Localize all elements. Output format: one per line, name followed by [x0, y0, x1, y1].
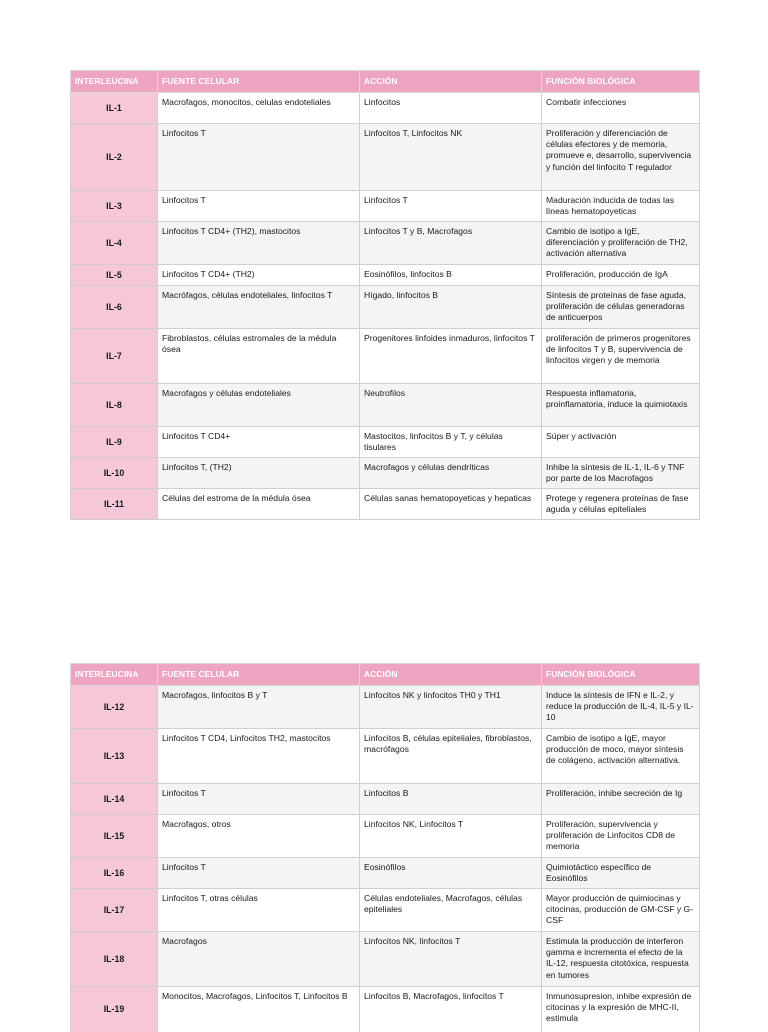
interleukin-name: IL-16	[71, 858, 158, 889]
fuente-celular-cell: Linfocitos T, (TH2)	[158, 458, 360, 489]
fuente-celular-cell: Macrofagos	[158, 932, 360, 987]
accion-cell: Eosinófilos	[360, 858, 542, 889]
table-row	[71, 815, 700, 858]
funcion-cell: Cambio de isotipo a IgE, diferenciación y proliferación de TH2, activación alternativa	[542, 222, 700, 265]
table-row	[71, 93, 700, 124]
funcion-cell: Maduración inducida de todas las líneas hematopoyeticas	[542, 191, 700, 222]
table-row	[71, 286, 700, 329]
funcion-cell: proliferación de primeros progenitores de linfocitos T y B, supervivencia de linfocitos virgen y de memoria	[542, 329, 700, 384]
table-row	[71, 489, 700, 520]
accion-cell: Linfocitos B, células epiteliales, fibroblastos, macrófagos	[360, 729, 542, 784]
fuente-celular-cell: Macrofagos, monocitos, celulas endoteliales	[158, 93, 360, 124]
interleukin-name: IL-2	[71, 124, 158, 191]
accion-cell: Macrofagos y células dendríticas	[360, 458, 542, 489]
interleukin-name: IL-4	[71, 222, 158, 265]
table-row	[71, 932, 700, 987]
accion-cell: Progenitores linfoides inmaduros, linfocitos T	[360, 329, 542, 384]
header-interleucina: INTERLEUCINA	[71, 71, 158, 93]
table-row	[71, 729, 700, 784]
accion-cell: Linfocitos NK y linfocitos TH0 y TH1	[360, 686, 542, 729]
header-row	[71, 71, 700, 93]
table-row	[71, 987, 700, 1032]
table-row	[71, 858, 700, 889]
accion-cell: Neutrofilos	[360, 384, 542, 427]
fuente-celular-cell: Células del estroma de la médula ósea	[158, 489, 360, 520]
fuente-celular-cell: Monocitos, Macrofagos, Linfocitos T, Linfocitos B	[158, 987, 360, 1032]
table-row	[71, 458, 700, 489]
fuente-celular-cell: Linfocitos T, otras células	[158, 889, 360, 932]
funcion-cell: Estimula la producción de interferon gamma e incrementa el efecto de la IL-12, respuesta citotóxica, respuesta en tumores	[542, 932, 700, 987]
funcion-cell: Proliferación, supervivencia y proliferación de Linfocitos CD8 de memoria	[542, 815, 700, 858]
funcion-cell: Síntesis de proteínas de fase aguda, proliferación de células generadoras de anticuerpos	[542, 286, 700, 329]
fuente-celular-cell: Macrofagos, otros	[158, 815, 360, 858]
header-interleucina: INTERLEUCINA	[71, 664, 158, 686]
accion-cell: Linfocitos T, Linfocitos NK	[360, 124, 542, 191]
fuente-celular-cell: Linfocitos T CD4, Linfocitos TH2, mastocitos	[158, 729, 360, 784]
interleukin-name: IL-1	[71, 93, 158, 124]
interleukin-name: IL-17	[71, 889, 158, 932]
interleukin-name: IL-14	[71, 784, 158, 815]
accion-cell: Células sanas hematopoyeticas y hepaticas	[360, 489, 542, 520]
interleukin-name: IL-5	[71, 265, 158, 286]
header-row	[71, 664, 700, 686]
interleukin-name: IL-15	[71, 815, 158, 858]
accion-cell: Linfocitos NK, Linfocitos T	[360, 815, 542, 858]
interleukin-name: IL-18	[71, 932, 158, 987]
funcion-cell: Súper y activación	[542, 427, 700, 458]
funcion-cell: Quimiotáctico específico de Eosinófilos	[542, 858, 700, 889]
interleukin-table-1	[70, 70, 700, 520]
accion-cell: Hígado, linfocitos B	[360, 286, 542, 329]
interleukin-name: IL-7	[71, 329, 158, 384]
table-row	[71, 191, 700, 222]
accion-cell: Mastocitos, linfocitos B y T, y células tisulares	[360, 427, 542, 458]
fuente-celular-cell: Linfocitos T CD4+	[158, 427, 360, 458]
table-row	[71, 329, 700, 384]
funcion-cell: Proliferación, inhibe secreción de Ig	[542, 784, 700, 815]
table-row	[71, 222, 700, 265]
fuente-celular-cell: Linfocitos T	[158, 784, 360, 815]
funcion-cell: Inmunosupresion, inhibe expresión de citocinas y la expresión de MHC-II, estimula	[542, 987, 700, 1032]
header-accion: ACCIÓN	[360, 664, 542, 686]
interleukin-name: IL-9	[71, 427, 158, 458]
header-funcion-biologica: FUNCIÓN BIOLÓGICA	[542, 71, 700, 93]
table-row	[71, 124, 700, 191]
accion-cell: Linfocitos NK, linfocitos T	[360, 932, 542, 987]
funcion-cell: Induce la síntesis de IFN e IL-2, y reduce la producción de IL-4, IL-5 y IL-10	[542, 686, 700, 729]
interleukin-name: IL-11	[71, 489, 158, 520]
header-funcion-biologica: FUNCIÓN BIOLÓGICA	[542, 664, 700, 686]
funcion-cell: Proliferación, producción de IgA	[542, 265, 700, 286]
funcion-cell: Combatir infecciones	[542, 93, 700, 124]
interleukin-name: IL-6	[71, 286, 158, 329]
accion-cell: Linfocitos B	[360, 784, 542, 815]
interleukin-name: IL-19	[71, 987, 158, 1032]
fuente-celular-cell: Linfocitos T	[158, 191, 360, 222]
accion-cell: Linfocitos B, Macrofagos, linfocitos T	[360, 987, 542, 1032]
accion-cell: Células endoteliales, Macrofagos, células epiteliales	[360, 889, 542, 932]
table-row	[71, 784, 700, 815]
accion-cell: Linfocitos T y B, Macrofagos	[360, 222, 542, 265]
table-row	[71, 889, 700, 932]
interleukin-name: IL-3	[71, 191, 158, 222]
table-row	[71, 427, 700, 458]
fuente-celular-cell: Macrófagos, células endoteliales, linfocitos T	[158, 286, 360, 329]
interleukin-name: IL-10	[71, 458, 158, 489]
fuente-celular-cell: Linfocitos T	[158, 124, 360, 191]
interleukin-name: IL-12	[71, 686, 158, 729]
fuente-celular-cell: Linfocitos T CD4+ (TH2), mastocitos	[158, 222, 360, 265]
table-row	[71, 265, 700, 286]
funcion-cell: Inhibe la síntesis de IL-1, IL-6 y TNF por parte de los Macrofagos	[542, 458, 700, 489]
interleukin-table-2	[70, 663, 700, 1032]
accion-cell: Linfocitos T	[360, 191, 542, 222]
fuente-celular-cell: Linfocitos T	[158, 858, 360, 889]
table-row	[71, 686, 700, 729]
funcion-cell: Mayor producción de quimiocinas y citocinas, producción de GM-CSF y G-CSF	[542, 889, 700, 932]
table-row	[71, 384, 700, 427]
accion-cell: Eosinófilos, linfocitos B	[360, 265, 542, 286]
funcion-cell: Proliferación y diferenciación de células efectores y de memoria, promueve e, desarrollo, supervivencia y función del linfocito T regulador	[542, 124, 700, 191]
accion-cell: Linfocitos	[360, 93, 542, 124]
funcion-cell: Respuesta inflamatoria, proinflamatoria, induce la quimiotaxis	[542, 384, 700, 427]
fuente-celular-cell: Macrofagos y células endoteliales	[158, 384, 360, 427]
header-fuente-celular: FUENTE CELULAR	[158, 664, 360, 686]
header-accion: ACCIÓN	[360, 71, 542, 93]
header-fuente-celular: FUENTE CELULAR	[158, 71, 360, 93]
fuente-celular-cell: Macrofagos, linfocitos B y T	[158, 686, 360, 729]
funcion-cell: Protege y regenera proteínas de fase aguda y células epiteliales	[542, 489, 700, 520]
interleukin-name: IL-13	[71, 729, 158, 784]
funcion-cell: Cambio de isotipo a IgE, mayor producción de moco, mayor síntesis de colágeno, activación alternativa.	[542, 729, 700, 784]
interleukin-name: IL-8	[71, 384, 158, 427]
fuente-celular-cell: Fibroblastos, células estromales de la médula ósea	[158, 329, 360, 384]
fuente-celular-cell: Linfocitos T CD4+ (TH2)	[158, 265, 360, 286]
